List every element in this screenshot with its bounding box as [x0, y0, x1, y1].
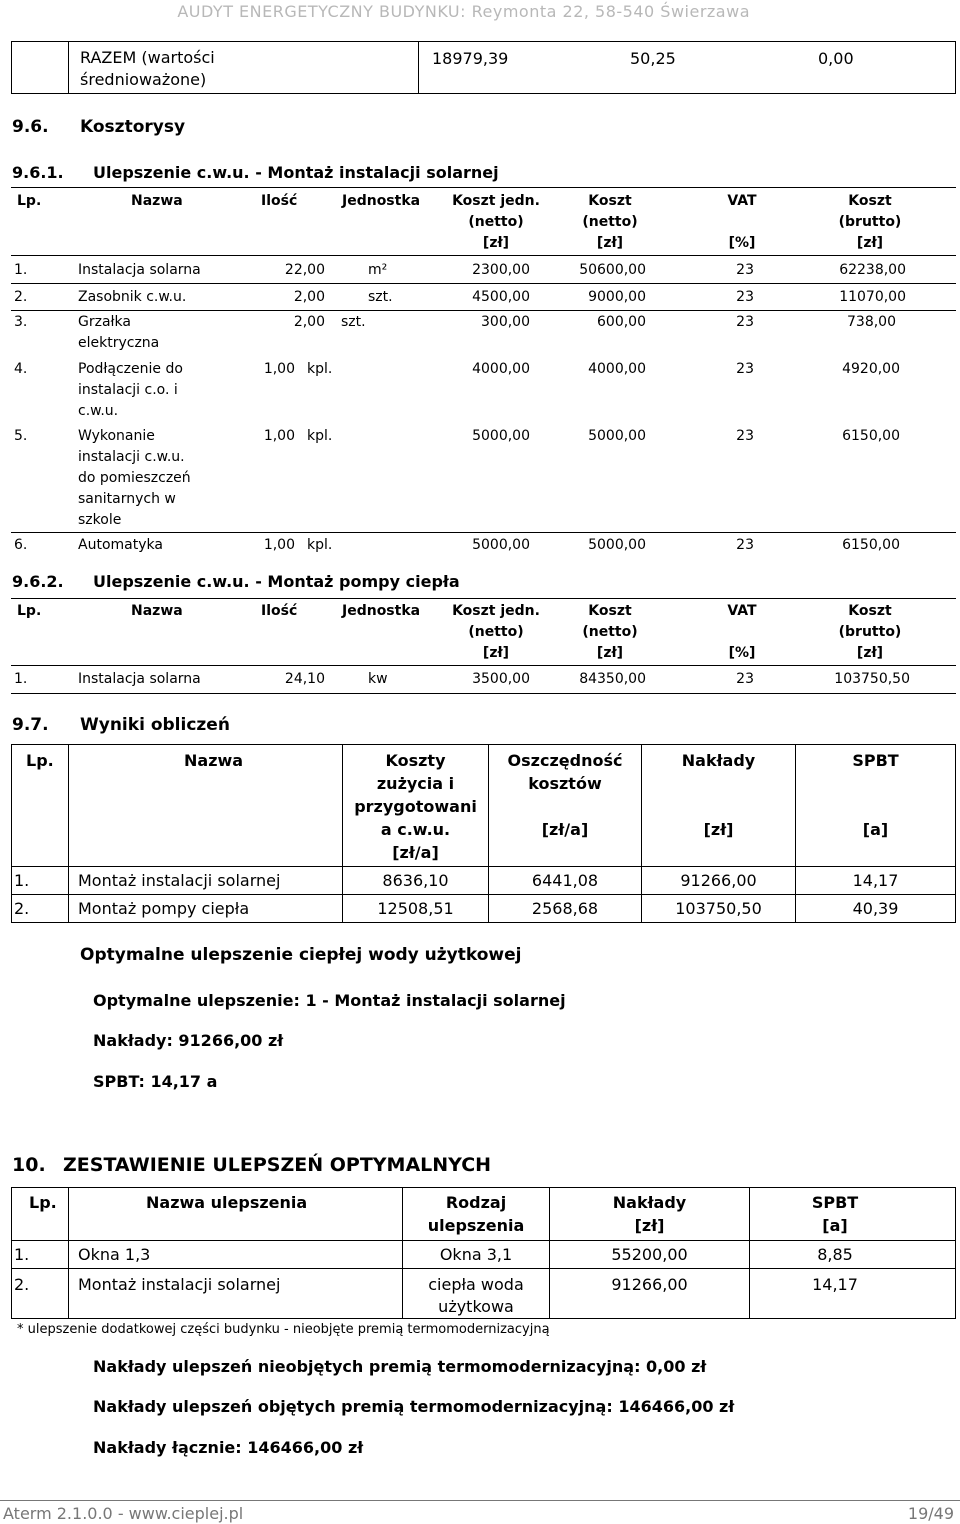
table-row-jednostka: kw	[368, 671, 388, 687]
table-row-naklady: 103750,50	[675, 899, 762, 918]
table-row-jednostka: m²	[368, 262, 388, 278]
totals-line-1: Nakłady ulepszeń nieobjętych premią termomodernizacyjną: 0,00 zł	[93, 1357, 707, 1376]
header-koszt-jedn-3: [zł]	[482, 235, 510, 251]
summary-header-spbt: SPBT	[811, 1193, 859, 1212]
header-koszt-netto-3: [zł]	[596, 645, 624, 661]
table-row-nazwa: Automatyka	[78, 537, 163, 553]
results-header-oszczednosc: Oszczędność	[507, 751, 623, 770]
header-koszt-jedn-1: Koszt jedn.	[452, 603, 540, 619]
table-row-koszt-netto: 84350,00	[579, 671, 646, 687]
table-row-koszt-jedn: 4500,00	[472, 289, 530, 305]
razem-label-2: średnioważone)	[80, 70, 207, 89]
table-row-koszt-brutto: 4920,00	[842, 361, 900, 377]
table-row-nazwa: Wykonanie	[78, 428, 155, 444]
table-row-lp: 1.	[14, 262, 28, 278]
table-row-vat: 23	[736, 262, 754, 278]
table-row-ilosc: 2,00	[293, 314, 325, 330]
footnote: * ulepszenie dodatkowej części budynku - nieobjęte premią termomodernizacyjną	[17, 1322, 550, 1337]
section-10-title: ZESTAWIENIE ULEPSZEŃ OPTYMALNYCH	[63, 1154, 492, 1176]
table-row-koszt-netto: 600,00	[597, 314, 646, 330]
header-koszt-netto-2: (netto)	[582, 214, 638, 230]
results-header-oszczednosc: [zł/a]	[541, 820, 589, 839]
header-lp: Lp.	[17, 603, 42, 619]
table-row-rodzaj: użytkowa	[438, 1297, 514, 1316]
table-row-nazwa: do pomieszczeń	[78, 470, 191, 486]
table-row-ilosc: 1,00	[263, 428, 295, 444]
table-row-nazwa: szkole	[78, 512, 122, 528]
header-koszt-brutto-1: Koszt	[848, 603, 892, 619]
table-row-lp: 5.	[14, 428, 28, 444]
header-jednostka: Jednostka	[342, 603, 421, 619]
table-row-jednostka: kpl.	[307, 428, 333, 444]
table-row-koszt-netto: 50600,00	[579, 262, 646, 278]
table-row-nazwa: Montaż instalacji solarnej	[78, 1275, 281, 1294]
header-vat-2: [%]	[728, 235, 756, 251]
table-row-vat: 23	[736, 314, 754, 330]
results-header-spbt: [a]	[862, 820, 889, 839]
table-row-spbt: 14,17	[812, 1275, 858, 1294]
table-row-koszt-brutto: 11070,00	[839, 289, 906, 305]
header-koszt-netto-1: Koszt	[588, 603, 632, 619]
table-row-ilosc: 1,00	[263, 537, 295, 553]
summary-header-nazwa: Nazwa ulepszenia	[146, 1193, 308, 1212]
header-jednostka: Jednostka	[342, 193, 421, 209]
footer-left: Aterm 2.1.0.0 - www.cieplej.pl	[3, 1504, 244, 1523]
table-row-jednostka: kpl.	[307, 537, 333, 553]
summary-header-naklady: Nakłady	[612, 1193, 687, 1212]
table-row-vat: 23	[736, 361, 754, 377]
table-row-lp: 1.	[14, 871, 30, 890]
summary-header-rodzaj: ulepszenia	[427, 1216, 525, 1235]
table-row-koszt-jedn: 300,00	[481, 314, 530, 330]
table-row-spbt: 14,17	[852, 871, 899, 890]
results-header-koszty: przygotowani	[354, 797, 477, 816]
table-row-lp: 2.	[14, 289, 28, 305]
results-header-naklady: Nakłady	[681, 751, 756, 770]
optimal-title: Optymalne ulepszenie ciepłej wody użytkowej	[80, 945, 522, 965]
section-9-6-2-title: Ulepszenie c.w.u. - Montaż pompy ciepła	[93, 572, 460, 591]
header-vat-1: VAT	[727, 193, 757, 209]
table-row-nazwa: sanitarnych w	[78, 491, 176, 507]
section-9-6-1-title: Ulepszenie c.w.u. - Montaż instalacji solarnej	[93, 163, 499, 182]
optimal-line-3: SPBT: 14,17 a	[93, 1072, 218, 1091]
table-row-koszty: 8636,10	[382, 871, 449, 890]
totals-line-3: Nakłady łącznie: 146466,00 zł	[93, 1438, 364, 1457]
section-9-6-title: Kosztorysy	[80, 117, 186, 137]
results-header-koszty: zużycia i	[376, 774, 455, 793]
page-number: 19/49	[907, 1504, 954, 1523]
table-row-koszt-netto: 9000,00	[588, 289, 646, 305]
section-9-6-2-number: 9.6.2.	[12, 572, 64, 591]
table-row-lp: 4.	[14, 361, 28, 377]
results-header-nazwa: Nazwa	[184, 751, 244, 770]
header-koszt-brutto-1: Koszt	[848, 193, 892, 209]
header-koszt-jedn-3: [zł]	[482, 645, 510, 661]
results-header-spbt: SPBT	[852, 751, 899, 770]
table-row-koszt-jedn: 2300,00	[472, 262, 530, 278]
table-row-lp: 1.	[14, 1245, 30, 1264]
header-vat-2: [%]	[728, 645, 756, 661]
header-lp: Lp.	[17, 193, 42, 209]
table-row-koszt-jedn: 3500,00	[472, 671, 530, 687]
summary-header-lp: Lp.	[29, 1193, 57, 1212]
table-row-naklady: 91266,00	[680, 871, 757, 890]
header-koszt-jedn-1: Koszt jedn.	[452, 193, 540, 209]
table-row-koszt-netto: 4000,00	[588, 361, 646, 377]
table-row-nazwa: Zasobnik c.w.u.	[78, 289, 187, 305]
table-row-nazwa: instalacji c.o. i	[78, 382, 178, 398]
table-row-nazwa: Montaż pompy ciepła	[78, 899, 250, 918]
table-row-koszt-brutto: 738,00	[847, 314, 896, 330]
header-koszt-brutto-3: [zł]	[856, 645, 884, 661]
razem-value-2: 50,25	[630, 49, 676, 68]
table-row-spbt: 8,85	[817, 1245, 853, 1264]
header-nazwa: Nazwa	[131, 603, 183, 619]
table-row-nazwa: Okna 1,3	[78, 1245, 151, 1264]
table-row-lp: 2.	[14, 899, 30, 918]
table-row-spbt: 40,39	[852, 899, 899, 918]
table-row-koszt-brutto: 6150,00	[842, 428, 900, 444]
razem-label-1: RAZEM (wartości	[80, 48, 215, 67]
table-row-vat: 23	[736, 289, 754, 305]
section-9-7-number: 9.7.	[12, 715, 49, 735]
header-koszt-brutto-2: (brutto)	[838, 214, 902, 230]
table-row-nazwa: Montaż instalacji solarnej	[78, 871, 281, 890]
summary-header-naklady: [zł]	[634, 1216, 665, 1235]
section-9-6-1-number: 9.6.1.	[12, 163, 64, 182]
table-row-jednostka: szt.	[341, 314, 366, 330]
table-row-ilosc: 22,00	[284, 262, 325, 278]
table-row-nazwa: Podłączenie do	[78, 361, 183, 377]
table-row-oszczednosc: 2568,68	[531, 899, 599, 918]
table-row-naklady: 91266,00	[611, 1275, 688, 1294]
table-row-naklady: 55200,00	[611, 1245, 688, 1264]
header-koszt-netto-2: (netto)	[582, 624, 638, 640]
optimal-line-2: Nakłady: 91266,00 zł	[93, 1031, 284, 1050]
page-header: AUDYT ENERGETYCZNY BUDYNKU: Reymonta 22, 58-540 Świerzawa	[177, 2, 750, 21]
header-koszt-brutto-2: (brutto)	[838, 624, 902, 640]
optimal-line-1: Optymalne ulepszenie: 1 - Montaż instalacji solarnej	[93, 991, 566, 1010]
table-row-rodzaj: Okna 3,1	[439, 1245, 513, 1264]
table-row-oszczednosc: 6441,08	[531, 871, 599, 890]
results-header-oszczednosc: kosztów	[528, 774, 602, 793]
header-ilosc: Ilość	[261, 603, 298, 619]
summary-header-rodzaj: Rodzaj	[445, 1193, 507, 1212]
table-row-jednostka: kpl.	[307, 361, 333, 377]
table-row-ilosc: 2,00	[293, 289, 325, 305]
header-koszt-netto-1: Koszt	[588, 193, 632, 209]
table-row-nazwa: elektryczna	[78, 335, 160, 351]
table-row-lp: 6.	[14, 537, 28, 553]
table-row-nazwa: Grzałka	[78, 314, 131, 330]
footer-divider	[0, 1500, 960, 1501]
table-row-koszt-netto: 5000,00	[588, 428, 646, 444]
results-header-lp: Lp.	[26, 751, 54, 770]
table-row-koszt-brutto: 103750,50	[834, 671, 910, 687]
header-vat-1: VAT	[727, 603, 757, 619]
table-row-koszt-netto: 5000,00	[588, 537, 646, 553]
section-10-number: 10.	[12, 1154, 46, 1176]
table-row-lp: 1.	[14, 671, 28, 687]
table-row-vat: 23	[736, 428, 754, 444]
table-row-koszt-jedn: 5000,00	[472, 428, 530, 444]
summary-header-spbt: [a]	[822, 1216, 848, 1235]
totals-line-2: Nakłady ulepszeń objętych premią termomodernizacyjną: 146466,00 zł	[93, 1397, 735, 1416]
table-row-koszty: 12508,51	[377, 899, 454, 918]
table-row-lp: 2.	[14, 1275, 30, 1294]
table-row-nazwa: Instalacja solarna	[78, 262, 201, 278]
header-koszt-jedn-2: (netto)	[468, 214, 524, 230]
table-row-rodzaj: ciepła woda	[428, 1275, 524, 1294]
section-9-7-title: Wyniki obliczeń	[80, 715, 230, 735]
table-row-koszt-jedn: 5000,00	[472, 537, 530, 553]
results-header-koszty: Koszty	[385, 751, 446, 770]
header-koszt-brutto-3: [zł]	[856, 235, 884, 251]
results-header-koszty: a c.w.u.	[380, 820, 451, 839]
header-koszt-netto-3: [zł]	[596, 235, 624, 251]
results-header-koszty: [zł/a]	[392, 843, 439, 862]
table-row-lp: 3.	[14, 314, 28, 330]
results-header-naklady: [zł]	[703, 820, 734, 839]
table-row-nazwa: instalacji c.w.u.	[78, 449, 185, 465]
table-row-ilosc: 1,00	[263, 361, 295, 377]
table-row-vat: 23	[736, 671, 754, 687]
razem-value-3: 0,00	[818, 49, 854, 68]
razem-value-1: 18979,39	[432, 49, 509, 68]
table-row-ilosc: 24,10	[284, 671, 325, 687]
table-row-koszt-jedn: 4000,00	[472, 361, 530, 377]
header-koszt-jedn-2: (netto)	[468, 624, 524, 640]
header-nazwa: Nazwa	[131, 193, 183, 209]
table-row-nazwa: c.w.u.	[78, 403, 119, 419]
header-ilosc: Ilość	[261, 193, 298, 209]
table-row-jednostka: szt.	[368, 289, 393, 305]
section-9-6-number: 9.6.	[12, 117, 49, 137]
table-row-vat: 23	[736, 537, 754, 553]
table-row-nazwa: Instalacja solarna	[78, 671, 201, 687]
table-row-koszt-brutto: 6150,00	[842, 537, 900, 553]
table-row-koszt-brutto: 62238,00	[839, 262, 906, 278]
